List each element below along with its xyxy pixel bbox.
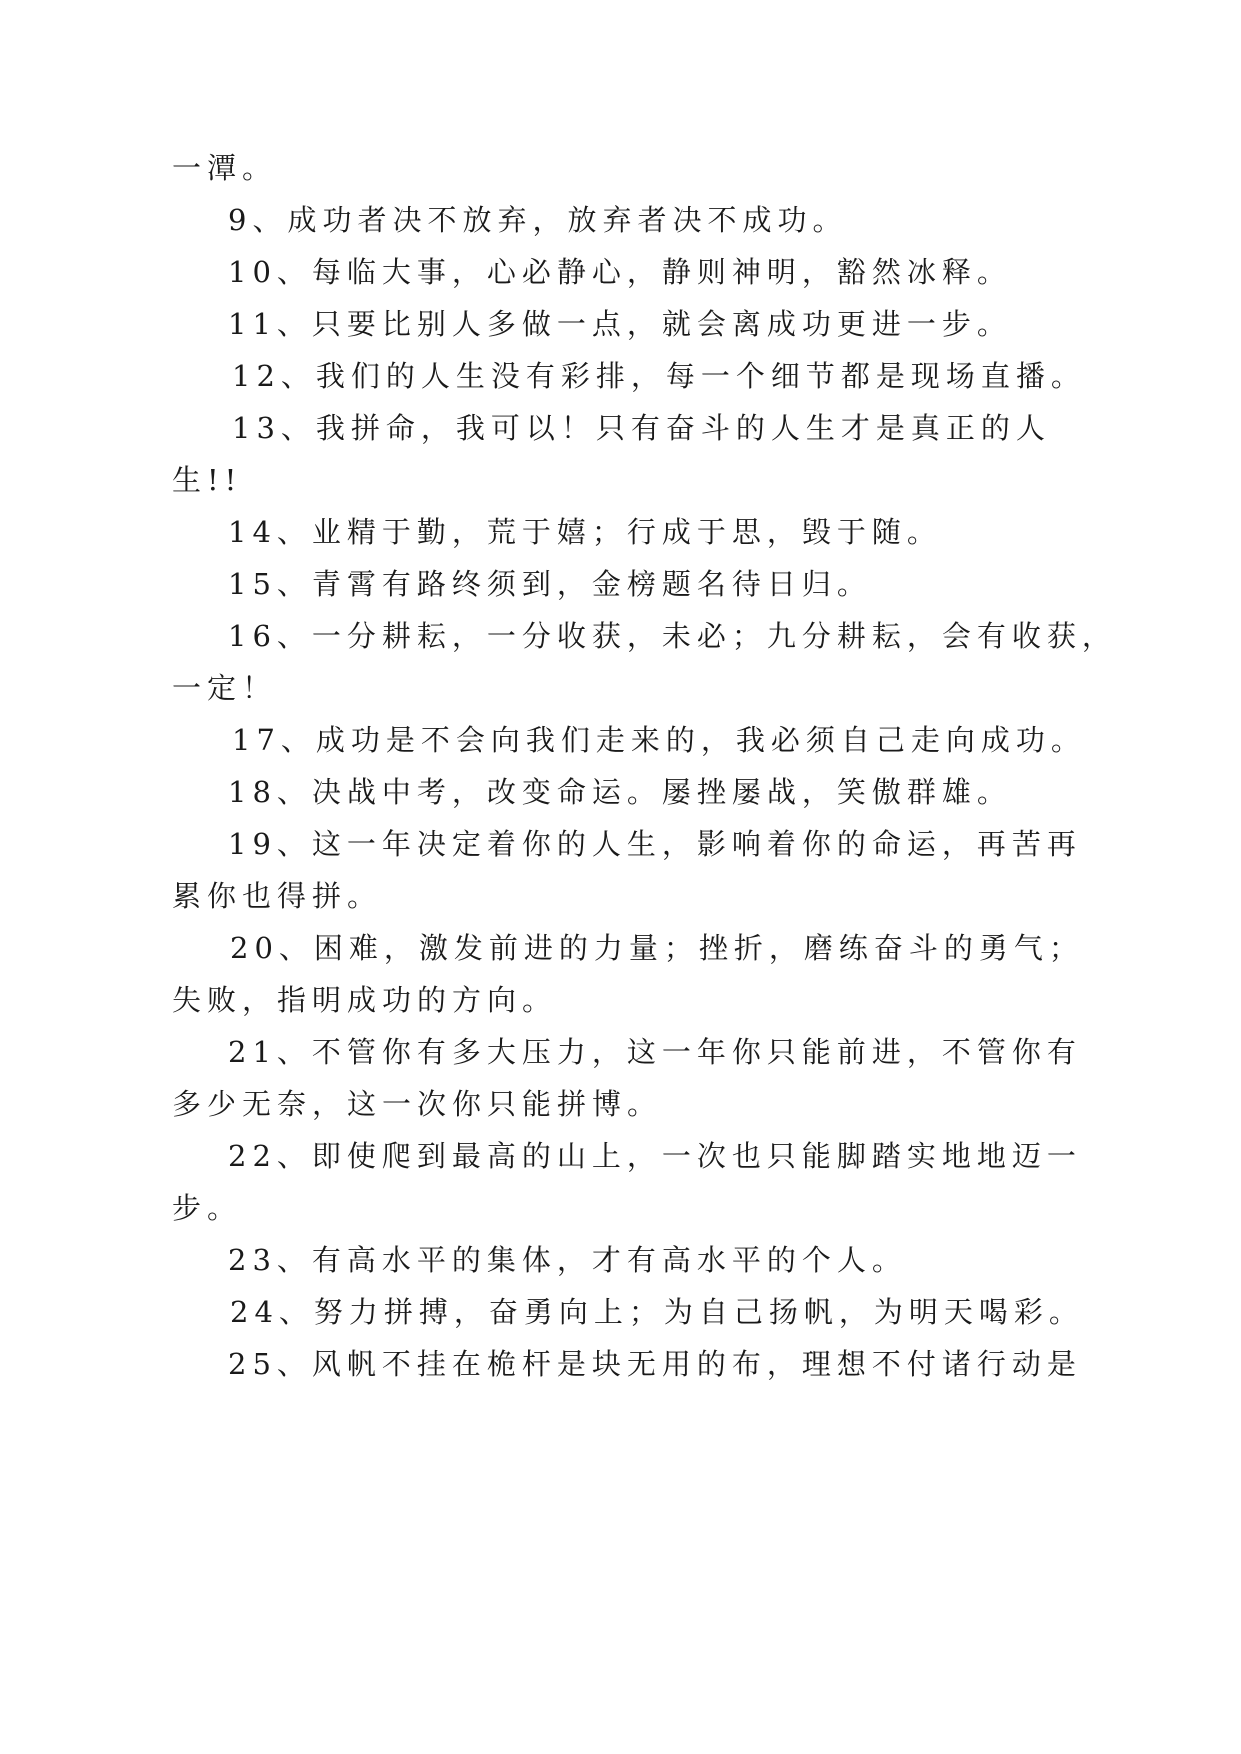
text-line: 累你也得拼。	[172, 879, 383, 913]
text-line: 生!!	[172, 463, 243, 497]
text-line: 步。	[172, 1191, 243, 1225]
text-line: 20、困难，激发前进的力量；挫折，磨练奋斗的勇气；	[230, 931, 1084, 965]
text-line: 13、我拼命，我可以！只有奋斗的人生才是真正的人	[232, 411, 1051, 445]
text-line: 15、青霄有路终须到，金榜题名待日归。	[228, 567, 872, 601]
text-line: 23、有高水平的集体，才有高水平的个人。	[228, 1243, 907, 1277]
text-line: 多少无奈，这一次你只能拼博。	[172, 1087, 663, 1121]
text-line: 12、我们的人生没有彩排，每一个细节都是现场直播。	[232, 359, 1086, 393]
text-line: 失败，指明成功的方向。	[172, 983, 558, 1017]
text-line: 一潭。	[172, 151, 278, 185]
text-line: 25、风帆不挂在桅杆是块无用的布，理想不付诸行动是	[228, 1347, 1082, 1381]
text-line: 18、决战中考，改变命运。屡挫屡战，笑傲群雄。	[228, 775, 1012, 809]
text-line: 19、这一年决定着你的人生，影响着你的命运，再苦再	[228, 827, 1082, 861]
text-line: 17、成功是不会向我们走来的，我必须自己走向成功。	[232, 723, 1086, 757]
text-line: 21、不管你有多大压力，这一年你只能前进，不管你有	[228, 1035, 1082, 1069]
text-line: 24、努力拼搏，奋勇向上；为自己扬帆，为明天喝彩。	[230, 1295, 1084, 1329]
text-line: 16、一分耕耘，一分收获，未必；九分耕耘，会有收获，	[228, 619, 1117, 653]
text-line: 22、即使爬到最高的山上，一次也只能脚踏实地地迈一	[228, 1139, 1082, 1173]
text-line: 一定！	[172, 671, 278, 705]
text-line: 9、成功者决不放弃，放弃者决不成功。	[228, 203, 848, 237]
text-line: 10、每临大事，心必静心，静则神明，豁然冰释。	[228, 255, 1012, 289]
text-line: 14、业精于勤，荒于嬉；行成于思，毁于随。	[228, 515, 942, 549]
text-line: 11、只要比别人多做一点，就会离成功更进一步。	[228, 307, 1012, 341]
